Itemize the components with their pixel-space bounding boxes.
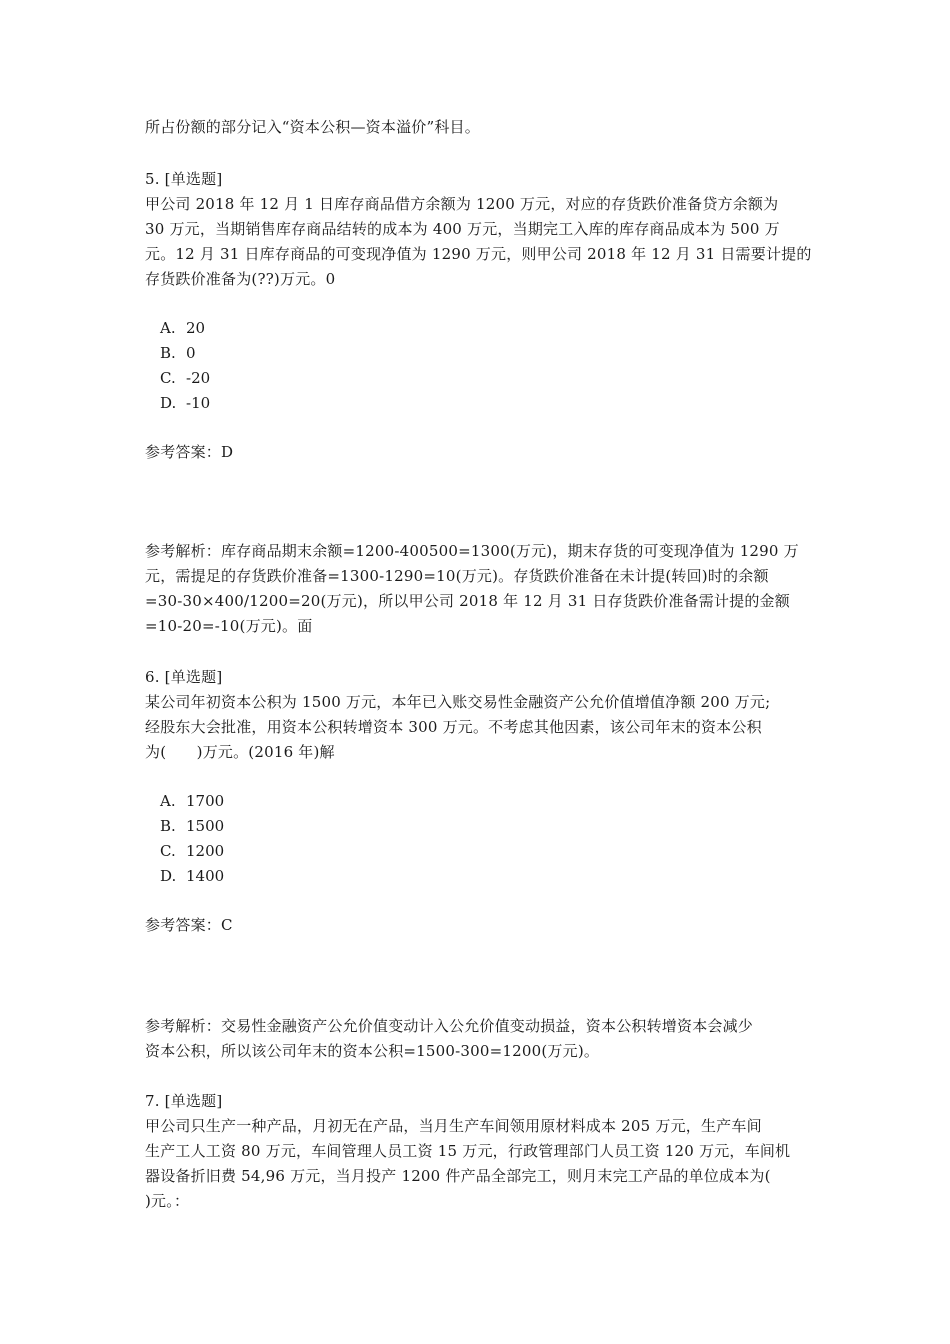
option-letter: D.: [160, 867, 177, 885]
question-5-stem-line: 存货跌价准备为(??)万元。0: [145, 270, 336, 288]
question-6-option-b: [160, 814, 224, 839]
option-text: -10: [186, 394, 211, 412]
question-5-option-c: [160, 366, 210, 391]
question-6-stem-line: 某公司年初资本公积为 1500 万元，本年已入账交易性金融资产公允价值增值净额 200 万元;: [145, 693, 771, 711]
option-letter: A.: [160, 792, 176, 810]
question-5-answer: 参考答案：D: [145, 443, 234, 461]
question-6-analysis-line: 参考解析：交易性金融资产公允价值变动计入公允价值变动损益，资本公积转增资本会减少: [145, 1017, 754, 1035]
question-5-analysis-line: 元，需提足的存货跌价准备=1300-1290=10(万元)。存货跌价准备在未计提(转回)时的余额: [145, 567, 769, 585]
question-5-stem-line: 30 万元，当期销售库存商品结转的成本为 400 万元，当期完工入库的库存商品成本为 500 万: [145, 220, 780, 238]
question-6-option-d: [160, 864, 224, 889]
intro-text: 所占份额的部分记入“资本公积—资本溢价”科目。: [145, 118, 480, 136]
question-6-option-a: [160, 789, 224, 814]
question-5-stem-line: 甲公司 2018 年 12 月 1 日库存商品借方余额为 1200 万元，对应的存货跌价准备贷方余额为: [145, 195, 779, 213]
question-6-stem-line: 经股东大会批准，用资本公积转增资本 300 万元。不考虑其他因素，该公司年末的资本公积: [145, 718, 762, 736]
question-7-stem-line: 生产工人工资 80 万元，车间管理人员工资 15 万元，行政管理部门人员工资 120 万元，车间机: [145, 1142, 791, 1160]
question-5-option-d: [160, 391, 210, 416]
question-7-stem-line: 器设备折旧费 54,96 万元，当月投产 1200 件产品全部完工，则月末完工产品的单位成本为(: [145, 1167, 771, 1185]
option-letter: C.: [160, 369, 176, 387]
question-6-header: 6. [单选题]: [145, 668, 223, 686]
question-6-answer: 参考答案：C: [145, 916, 233, 934]
question-5-analysis-line: 参考解析：库存商品期末余额=1200-400500=1300(万元)，期末存货的可变现净值为 1290 万: [145, 542, 799, 560]
option-text: 1700: [186, 792, 225, 810]
question-5-stem-line: 元。12 月 31 日库存商品的可变现净值为 1290 万元，则甲公司 2018 年 12 月 31 日需要计提的: [145, 245, 812, 263]
question-7-stem-line: )元。：: [145, 1192, 190, 1210]
option-text: -20: [186, 369, 211, 387]
question-5-option-a: [160, 316, 205, 341]
question-5-analysis-line: =30-30×400/1200=20(万元)，所以甲公司 2018 年 12 月 31 日存货跌价准备需计提的金额: [145, 592, 790, 610]
option-text: 1400: [186, 867, 225, 885]
option-letter: D.: [160, 394, 177, 412]
question-6-analysis-line: 资本公积，所以该公司年末的资本公积=1500-300=1200(万元)。: [145, 1042, 600, 1060]
option-text: 1200: [186, 842, 225, 860]
question-5-header: 5. [单选题]: [145, 170, 223, 188]
question-5-analysis-line: =10-20=-10(万元)。面: [145, 617, 313, 635]
question-6-stem-line: 为( )万元。(2016 年)解: [145, 743, 335, 761]
option-text: 20: [186, 319, 206, 337]
option-letter: A.: [160, 319, 176, 337]
option-letter: B.: [160, 344, 176, 362]
question-5-option-b: [160, 341, 196, 366]
question-7-stem-line: 甲公司只生产一种产品，月初无在产品，当月生产车间领用原材料成本 205 万元，生产车间: [145, 1117, 762, 1135]
question-6-option-c: [160, 839, 224, 864]
option-text: 0: [186, 344, 196, 362]
option-text: 1500: [186, 817, 225, 835]
question-7-header: 7. [单选题]: [145, 1092, 223, 1110]
option-letter: B.: [160, 817, 176, 835]
option-letter: C.: [160, 842, 176, 860]
